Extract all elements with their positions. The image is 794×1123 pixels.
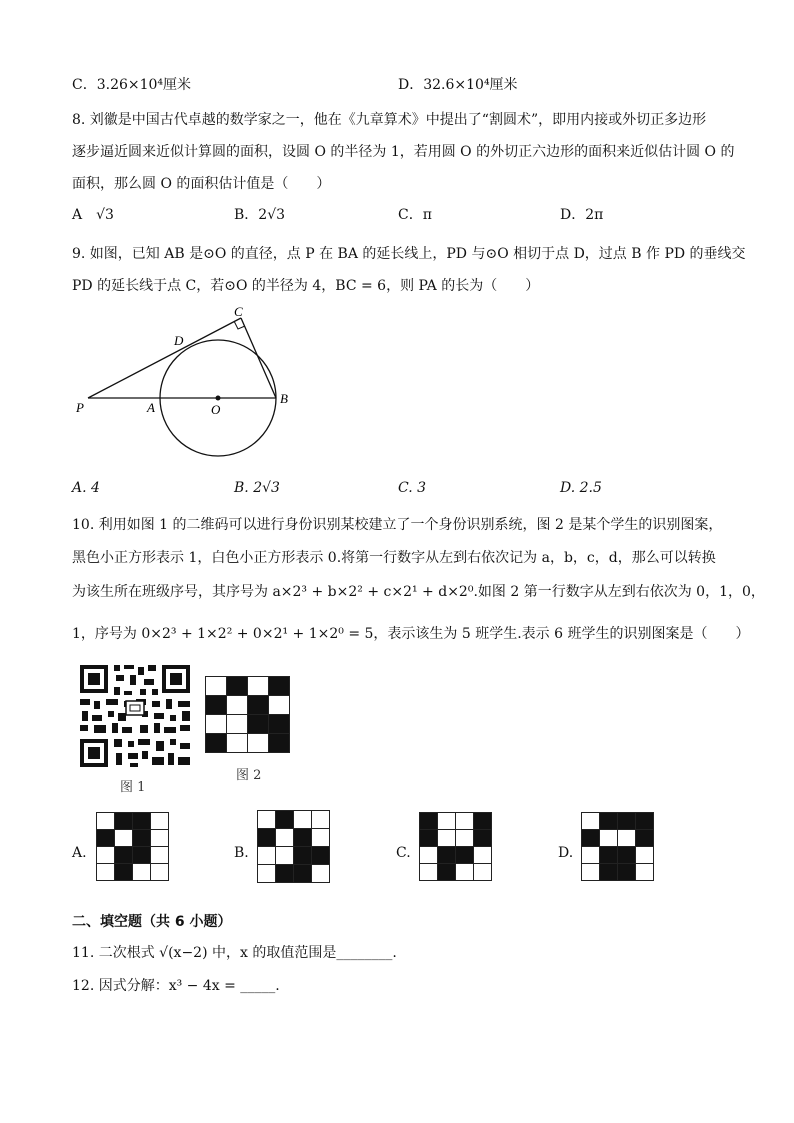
grid-row: [420, 813, 492, 830]
label-o: O: [211, 402, 221, 417]
white-square: [227, 696, 248, 715]
white-square: [312, 829, 330, 847]
black-square: [258, 829, 276, 847]
black-square: [618, 813, 636, 830]
black-square: [438, 864, 456, 881]
white-square: [206, 677, 227, 696]
black-square: [248, 696, 269, 715]
black-square: [636, 813, 654, 830]
grid-row: [582, 864, 654, 881]
white-square: [474, 847, 492, 864]
q10-option-d-grid: [581, 812, 654, 881]
black-square: [294, 847, 312, 865]
q10-option-a-grid: [96, 812, 169, 881]
white-square: [294, 811, 312, 829]
white-square: [151, 847, 169, 864]
label-d: D: [174, 333, 184, 348]
black-square: [312, 847, 330, 865]
grid-row: [97, 864, 169, 881]
q9-line1: 9. 如图，已知 AB 是⊙O 的直径，点 P 在 BA 的延长线上，PD 与⊙O 相切于点 D，过点 B 作 PD 的垂线交: [72, 246, 746, 262]
white-square: [151, 830, 169, 847]
figure2-grid: [205, 676, 290, 753]
q8-option-b: B．2√3: [234, 207, 286, 223]
grid-row: [97, 847, 169, 864]
white-square: [600, 830, 618, 847]
black-square: [438, 847, 456, 864]
q8-line1: 8. 刘徽是中国古代卓越的数学家之一，他在《九章算术》中提出了“割圆术”，即用内接或外切正多边形: [72, 112, 707, 128]
black-square: [618, 847, 636, 864]
black-square: [97, 830, 115, 847]
q10-option-b-label: B.: [234, 845, 249, 861]
white-square: [115, 830, 133, 847]
q10-line3: 为该生所在班级序号，其序号为 a×2³ + b×2² + c×2¹ + d×2⁰.如图 2 第一行数字从左到右依次为 0，1，0，: [72, 584, 765, 600]
white-square: [227, 734, 248, 753]
black-square: [206, 696, 227, 715]
black-square: [133, 847, 151, 864]
white-square: [97, 847, 115, 864]
white-square: [636, 847, 654, 864]
white-square: [312, 811, 330, 829]
white-square: [151, 864, 169, 881]
black-square: [618, 864, 636, 881]
q8-line3: 面积，那么圆 O 的面积估计值是（ ）: [72, 176, 331, 192]
white-square: [420, 847, 438, 864]
qr-code-image: [78, 663, 192, 769]
q7-option-c: C．3.26×10⁴厘米: [72, 77, 192, 93]
white-square: [258, 865, 276, 883]
grid-row: [97, 830, 169, 847]
white-square: [474, 864, 492, 881]
grid-row: [258, 847, 330, 865]
grid-row: [258, 865, 330, 883]
figure2-caption: 图 2: [236, 768, 262, 783]
white-square: [456, 830, 474, 847]
white-square: [582, 847, 600, 864]
white-square: [276, 829, 294, 847]
line-pc: [88, 318, 241, 398]
white-square: [456, 864, 474, 881]
q7-option-d: D．32.6×10⁴厘米: [398, 77, 518, 93]
white-square: [276, 847, 294, 865]
white-square: [312, 865, 330, 883]
black-square: [115, 864, 133, 881]
grid-row: [582, 813, 654, 830]
black-square: [420, 813, 438, 830]
black-square: [269, 715, 290, 734]
label-a: A: [147, 400, 155, 415]
black-square: [474, 813, 492, 830]
label-p: P: [76, 400, 84, 415]
black-square: [600, 864, 618, 881]
white-square: [618, 830, 636, 847]
black-square: [600, 847, 618, 864]
black-square: [276, 865, 294, 883]
line-cb: [241, 318, 276, 398]
q10-line2: 黑色小正方形表示 1，白色小正方形表示 0.将第一行数字从左到右依次记为 a，b，c，d，那么可以转换: [72, 550, 716, 566]
black-square: [115, 847, 133, 864]
white-square: [438, 830, 456, 847]
black-square: [600, 813, 618, 830]
black-square: [227, 677, 248, 696]
q12: 12. 因式分解：x³ − 4x = _____.: [72, 978, 280, 994]
white-square: [258, 811, 276, 829]
grid-row: [258, 811, 330, 829]
black-square: [294, 829, 312, 847]
black-square: [206, 734, 227, 753]
q9-option-a: A. 4: [72, 480, 100, 496]
black-square: [269, 677, 290, 696]
grid-row: [582, 847, 654, 864]
q9-option-c: C. 3: [398, 480, 427, 496]
black-square: [582, 830, 600, 847]
grid-row: [420, 830, 492, 847]
q8-option-c: C．π: [398, 207, 432, 223]
grid-row: [97, 813, 169, 830]
black-square: [133, 830, 151, 847]
white-square: [582, 813, 600, 830]
section2-title: 二、填空题（共 6 小题）: [72, 914, 232, 930]
black-square: [276, 811, 294, 829]
black-square: [294, 865, 312, 883]
figure1-caption: 图 1: [120, 780, 146, 795]
white-square: [636, 864, 654, 881]
black-square: [269, 734, 290, 753]
white-square: [133, 864, 151, 881]
q10-option-c-grid: [419, 812, 492, 881]
q10-option-c-label: C.: [396, 845, 411, 861]
grid-row: [206, 715, 290, 734]
center-dot: [216, 396, 221, 401]
q11: 11. 二次根式 √(x−2) 中，x 的取值范围是________.: [72, 945, 397, 961]
white-square: [248, 734, 269, 753]
white-square: [97, 864, 115, 881]
q9-line2: PD 的延长线于点 C，若⊙O 的半径为 4，BC = 6，则 PA 的长为（ ）: [72, 278, 540, 294]
black-square: [248, 715, 269, 734]
white-square: [438, 813, 456, 830]
grid-row: [582, 830, 654, 847]
label-b: B: [280, 391, 288, 406]
white-square: [258, 847, 276, 865]
white-square: [206, 715, 227, 734]
q9-option-d: D. 2.5: [560, 480, 602, 496]
white-square: [97, 813, 115, 830]
grid-row: [420, 864, 492, 881]
white-square: [582, 864, 600, 881]
q10-option-a-label: A.: [72, 845, 87, 861]
white-square: [248, 677, 269, 696]
grid-row: [420, 847, 492, 864]
grid-row: [206, 696, 290, 715]
black-square: [636, 830, 654, 847]
grid-row: [206, 677, 290, 696]
q10-option-d-label: D.: [558, 845, 574, 861]
white-square: [269, 696, 290, 715]
white-square: [456, 813, 474, 830]
q9-option-b: B. 2√3: [234, 480, 280, 496]
grid-row: [258, 829, 330, 847]
label-c: C: [234, 304, 243, 319]
black-square: [420, 830, 438, 847]
q8-option-a: A √3: [72, 207, 114, 223]
black-square: [115, 813, 133, 830]
black-square: [474, 830, 492, 847]
black-square: [133, 813, 151, 830]
grid-row: [206, 734, 290, 753]
q10-line4: 1，序号为 0×2³ + 1×2² + 0×2¹ + 1×2⁰ = 5，表示该生为 5 班学生.表示 6 班学生的识别图案是（ ）: [72, 626, 750, 642]
white-square: [227, 715, 248, 734]
q9-figure: [70, 300, 310, 470]
q10-line1: 10. 利用如图 1 的二维码可以进行身份识别某校建立了一个身份识别系统，图 2 是某个学生的识别图案，: [72, 517, 723, 533]
q8-line2: 逐步逼近圆来近似计算圆的面积，设圆 O 的半径为 1，若用圆 O 的外切正六边形的面积来近似估计圆 O 的: [72, 144, 735, 160]
q10-option-b-grid: [257, 810, 330, 883]
white-square: [420, 864, 438, 881]
white-square: [151, 813, 169, 830]
black-square: [456, 847, 474, 864]
q8-option-d: D．2π: [560, 207, 604, 223]
